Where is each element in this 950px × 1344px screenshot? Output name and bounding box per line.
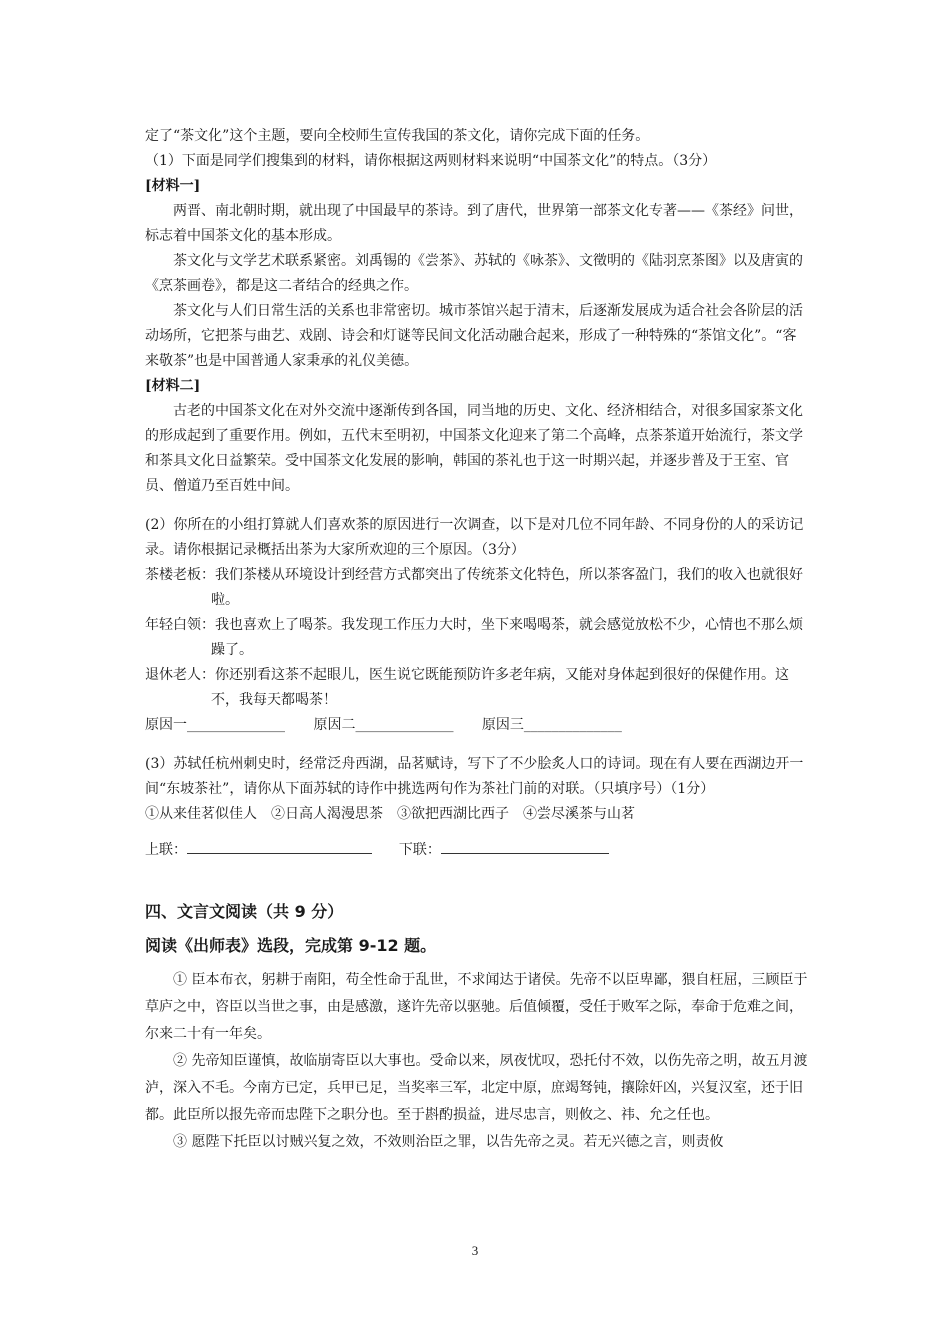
material-2-label: [材料二] [145,378,201,394]
couplet-up-blank[interactable] [187,839,372,854]
question-3: (3）苏轼任杭州刺史时，经常泛舟西湖，品茗赋诗，写下了不少脍炙人口的诗词。现在有人要在西湖边开一间“东坡茶社”，请你从下面苏轼的诗作中挑选两句作为茶社门前的对联。（只填序号）（1分） [145,756,804,797]
material-1-paragraph: 茶文化与文学艺术联系紧密。刘禹锡的《尝茶》、苏轼的《咏茶》、文徵明的《陆羽烹茶图》以及唐寅的《烹茶画卷》，都是这二者结合的经典之作。 [145,253,803,294]
couplet-blanks [145,838,810,863]
couplet-down-label: 下联： [398,842,441,858]
interview-young-worker: 年轻白领：我也喜欢上了喝茶。我发现工作压力大时，坐下来喝喝茶，就会感觉放松不少，心情也不那么烦躁了。 [145,617,803,658]
reason-3-blank[interactable]: 原因三______________ [481,717,622,733]
reason-blanks [145,713,810,738]
reason-2-blank[interactable]: 原因二______________ [313,717,454,733]
material-2-paragraph: 古老的中国茶文化在对外交流中逐渐传到各国，同当地的历史、文化、经济相结合，对很多国家茶文化的形成起到了重要作用。例如，五代末至明初，中国茶文化迎来了第二个高峰，点茶茶道开始流行，茶文学和茶具文化日益繁荣。受中国茶文化发展的影响，韩国的茶礼也于这一时期兴起，并逐步普及于王室、官员、僧道乃至百姓中间。 [145,403,803,494]
couplet-down-blank[interactable] [441,839,609,854]
classical-paragraph-1: ① 臣本布衣，躬耕于南阳，苟全性命于乱世，不求闻达于诸侯。先帝不以臣卑鄙，猥自枉屈，三顾臣于草庐之中，咨臣以当世之事，由是感激，遂许先帝以驱驰。后值倾覆，受任于败军之际，奉命于危难之间，尔来二十有一年矣。 [145,972,808,1042]
reason-1-blank[interactable]: 原因一______________ [145,717,285,733]
material-1-paragraph: 两晋、南北朝时期，就出现了中国最早的茶诗。到了唐代，世界第一部茶文化专著——《茶经》问世，标志着中国茶文化的基本形成。 [145,203,803,244]
question-1: （1）下面是同学们搜集到的材料，请你根据这两则材料来说明“中国茶文化”的特点。（3分） [145,153,717,169]
section-4-instruction: 阅读《出师表》选段，完成第 9-12 题。 [145,936,437,955]
section-4-title: 四、文言文阅读（共 9 分） [145,902,344,921]
classical-paragraph-2: ② 先帝知臣谨慎，故临崩寄臣以大事也。受命以来，夙夜忧叹，恐托付不效，以伤先帝之明，故五月渡泸，深入不毛。今南方已定，兵甲已足，当奖率三军，北定中原，庶竭驽钝，攘除奸凶，兴复汉室，还于旧都。此臣所以报先帝而忠陛下之职分也。至于斟酌损益，进尽忠言，则攸之、祎、允之任也。 [145,1053,808,1123]
interview-teahouse-owner: 茶楼老板：我们茶楼从环境设计到经营方式都突出了传统茶文化特色，所以茶客盈门，我们的收入也就很好啦。 [145,567,803,608]
question-2: (2）你所在的小组打算就人们喜欢茶的原因进行一次调查，以下是对几位不同年龄、不同身份的人的采访记录。请你根据记录概括出茶为大家所欢迎的三个原因。（3分） [145,517,804,558]
page-number: 3 [471,1243,479,1258]
page-content [145,124,810,1156]
poem-options: ①从来佳茗似佳人 ②日高人渴漫思茶 ③欲把西湖比西子 ④尝尽溪茶与山茗 [145,806,635,822]
intro-line: 定了“茶文化”这个主题，要向全校师生宣传我国的茶文化，请你完成下面的任务。 [145,128,650,144]
material-1-paragraph: 茶文化与人们日常生活的关系也非常密切。城市茶馆兴起于清末，后逐渐发展成为适合社会各阶层的活动场所，它把茶与曲艺、戏剧、诗会和灯谜等民间文化活动融合起来，形成了一种特殊的“茶馆文化”。“客来敬茶”也是中国普通人家秉承的礼仪美德。 [145,303,803,369]
interview-retiree: 退休老人：你还别看这茶不起眼儿，医生说它既能预防许多老年病，又能对身体起到很好的保健作用。这不，我每天都喝茶！ [145,667,789,708]
material-1-label: [材料一] [145,178,201,194]
couplet-up-label: 上联： [145,842,187,858]
classical-paragraph-3: ③ 愿陛下托臣以讨贼兴复之效，不效则治臣之罪，以告先帝之灵。若无兴德之言，则责攸 [173,1134,724,1150]
